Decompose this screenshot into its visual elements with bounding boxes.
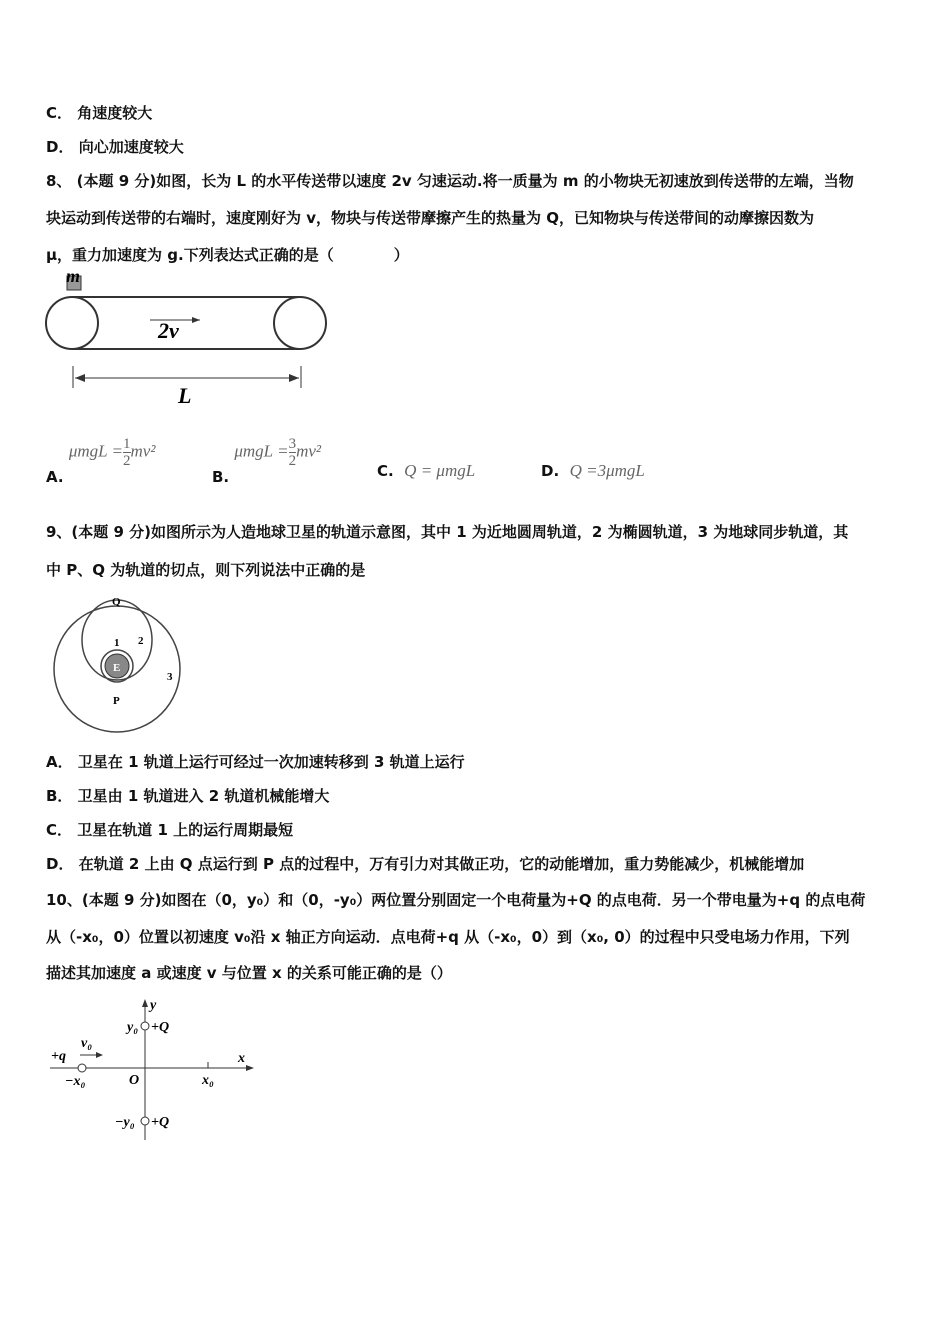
svg-text:−y₀: −y₀ — [115, 1115, 135, 1130]
satellite-orbit-figure — [50, 592, 190, 737]
q8-line-3: μ，重力加速度为 g.下列表达式正确的是（ ） — [46, 246, 409, 264]
conveyor-belt-figure — [40, 268, 340, 413]
svg-text:O: O — [129, 1073, 140, 1088]
q9-option-d[interactable]: D． 在轨道 2 上由 Q 点运行到 P 点的过程中，万有引力对其做正功，它的动能增加，重力势能减少，机械能增加 — [46, 855, 805, 873]
q8-line-1: 8、 (本题 9 分)如图，长为 L 的水平传送带以速度 2v 匀速运动.将一质量为 m 的小物块无初速放到传送带的左端，当物 — [46, 172, 854, 190]
svg-text:2: 2 — [138, 635, 144, 647]
q8-option-d[interactable]: D. Q =3μmgL — [541, 461, 645, 480]
q9-option-a[interactable]: A． 卫星在 1 轨道上运行可经过一次加速转移到 3 轨道上运行 — [46, 753, 465, 771]
q10-line-2: 从（-x₀，0）位置以初速度 v₀沿 x 轴正方向运动．点电荷+q 从（-x₀，0）到（x₀, 0）的过程中只受电场力作用，下列 — [46, 928, 850, 946]
q9-line-2: 中 P、Q 为轨道的切点，则下列说法中正确的是 — [46, 561, 366, 579]
svg-text:+Q: +Q — [151, 1020, 170, 1035]
charge-axes-figure — [45, 995, 260, 1145]
mass-label: m — [66, 268, 81, 286]
svg-text:Q: Q — [112, 596, 121, 608]
svg-text:+q: +q — [51, 1049, 66, 1064]
q8-option-c[interactable]: C. Q = μmgL — [377, 461, 476, 480]
svg-text:E: E — [113, 662, 121, 674]
svg-text:−x₀: −x₀ — [65, 1074, 86, 1089]
svg-text:y₀: y₀ — [127, 1020, 139, 1035]
option-c-prev: C． 角速度较大 — [46, 104, 153, 122]
q8-line-2: 块运动到传送带的右端时，速度刚好为 v，物块与传送带摩擦产生的热量为 Q，已知物块与传送带间的动摩擦因数为 — [46, 209, 814, 227]
q9-line-1: 9、(本题 9 分)如图所示为人造地球卫星的轨道示意图，其中 1 为近地圆周轨道，2 为椭圆轨道，3 为地球同步轨道，其 — [46, 523, 849, 541]
q8-option-a[interactable]: A. μmgL = $\frac{1}{2}$ mv² — [46, 436, 156, 487]
svg-text:+Q: +Q — [151, 1115, 170, 1130]
svg-text:3: 3 — [167, 671, 173, 683]
speed-label: 2v — [158, 318, 179, 343]
svg-text:P: P — [113, 695, 120, 707]
svg-text:x₀: x₀ — [202, 1073, 214, 1088]
q8-option-b[interactable]: B. μmgL = $\frac{3}{2}$ mv² — [212, 436, 321, 487]
svg-text:1: 1 — [114, 637, 120, 649]
svg-text:x: x — [238, 1051, 245, 1066]
q9-option-b[interactable]: B． 卫星由 1 轨道进入 2 轨道机械能增大 — [46, 787, 330, 805]
q9-option-c[interactable]: C． 卫星在轨道 1 上的运行周期最短 — [46, 821, 294, 839]
svg-text:y: y — [150, 998, 157, 1013]
svg-text:v₀: v₀ — [81, 1036, 93, 1051]
q10-line-1: 10、(本题 9 分)如图在（0，y₀）和（0，-y₀）两位置分别固定一个电荷量为+Q 的点电荷．另一个带电量为+q 的点电荷 — [46, 891, 866, 909]
length-label: L — [178, 383, 192, 408]
option-d-prev: D． 向心加速度较大 — [46, 138, 184, 156]
q10-line-3: 描述其加速度 a 或速度 v 与位置 x 的关系可能正确的是（） — [46, 964, 452, 982]
